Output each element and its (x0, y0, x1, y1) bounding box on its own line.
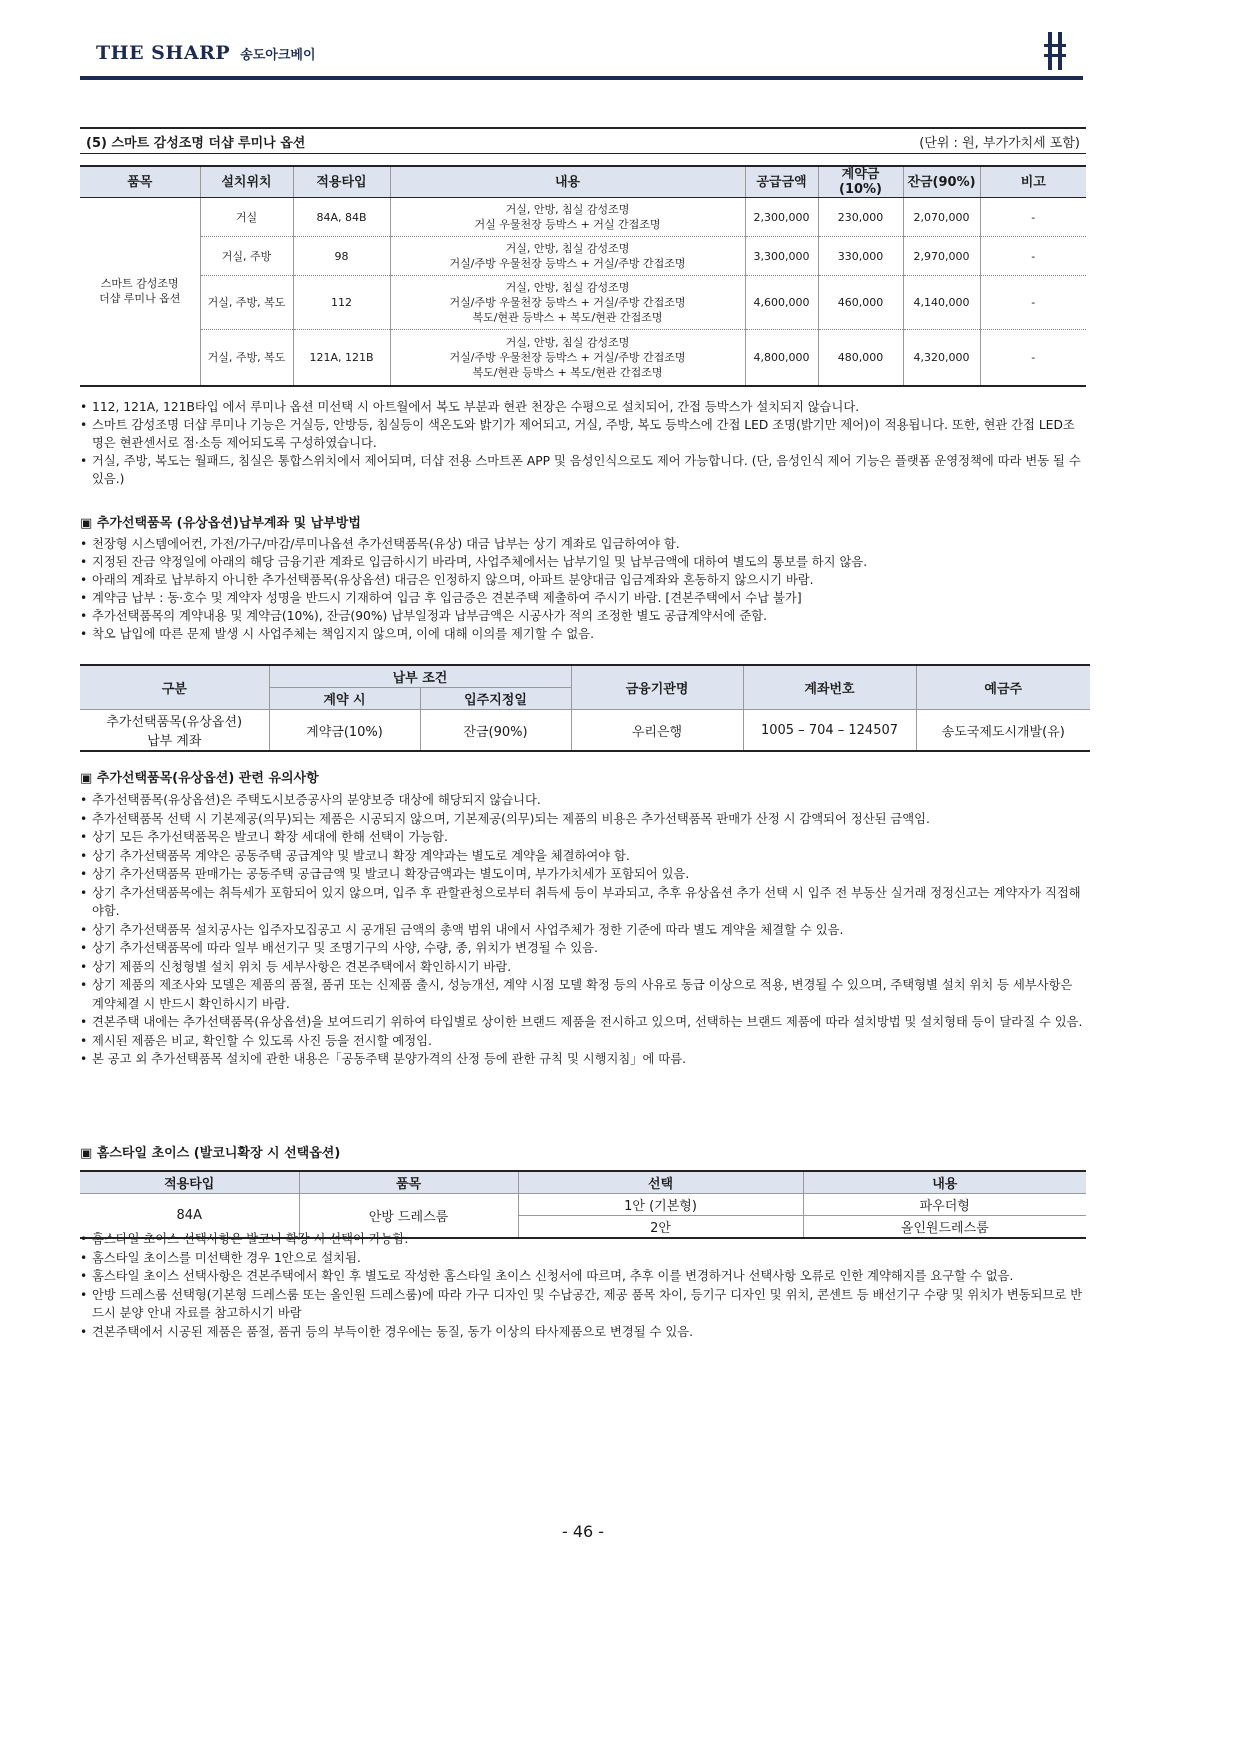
header-cell: 예금주 (916, 665, 1090, 710)
item-name-line: 스마트 감성조명 (100, 277, 179, 291)
content-line: 거실, 안방, 침실 감성조명 (505, 335, 630, 349)
list-item: • 상기 추가선택품목 설치공사는 입주자모집공고 시 공개된 금액의 총액 범위 내에서 사업주체가 정한 기준에 따라 별도 계약을 체결할 수 있음. (80, 921, 1086, 940)
deposit-cell: 230,000 (818, 198, 903, 237)
list-item: • 상기 제품의 제조사와 모델은 제품의 품절, 품귀 또는 신제품 출시, 성능개선, 계약 시점 모델 확정 등의 사유로 동급 이상으로 적용, 변경될 수 있으며, 주택형별 설치 위치 등 세부사항은 계약체결 시 반드시 확인하시기 바람. (80, 976, 1086, 1013)
list-item: • 거실, 주방, 복도는 월패드, 침실은 통합스위치에서 제어되며, 더샵 전용 스마트폰 APP 및 음성인식으로도 제어 가능합니다. (단, 음성인식 제어 기능은 플랫폼 운영정책에 따라 변동 될 수 있음.) (80, 452, 1086, 488)
type-cell: 84A, 84B (293, 198, 390, 237)
header-cell: 납부 조건 (269, 665, 571, 688)
move-in-cell: 잔금(90%) (420, 710, 571, 752)
content-line: 거실, 안방, 침실 감성조명 (505, 242, 630, 255)
list-item: • 상기 추가선택품목에 따라 일부 배선기구 및 조명기구의 사양, 수량, 종, 위치가 변경될 수 있음. (80, 939, 1086, 958)
item-cell: 안방 드레스룸 (299, 1194, 518, 1239)
list-item: • 착오 납입에 따른 문제 발생 시 사업주체는 책임지지 않으며, 이에 대해 이의를 제기할 수 없음. (80, 625, 1086, 643)
header-cell: 공급금액 (745, 166, 818, 198)
choice-cell: 1안 (기본형) (518, 1194, 803, 1216)
location-cell: 거실 (200, 198, 293, 237)
list-item: • 추가선택품목의 계약내용 및 계약금(10%), 잔금(90%) 납부일정과 납부금액은 시공사가 적의 조정한 별도 공급계약서에 준함. (80, 607, 1086, 625)
deposit-cell: 480,000 (818, 330, 903, 386)
header-cell: 선택 (518, 1171, 803, 1194)
homestyle-notes (80, 1230, 1086, 1341)
content-line: 거실/주방 우물천장 등박스 + 거실/주방 간접조명 (449, 296, 686, 309)
table-header-row (80, 665, 1090, 688)
header-cell: 품목 (80, 166, 200, 198)
list-item: • 홈스타일 초이스 선택사항은 발코니 확장 시 선택이 가능함. (80, 1230, 1086, 1249)
lumina-option-table (80, 165, 1086, 387)
homestyle-table (80, 1170, 1086, 1239)
list-item: • 안방 드레스룸 선택형(기본형 드레스룸 또는 올인원 드레스룸)에 따라 가구 디자인 및 수납공간, 제공 품목 차이, 등기구 디자인 및 위치, 콘센트 등 배선기구 수량 및 위치가 변동되므로 반드시 분양 안내 자료를 참고하시기 바람 (80, 1286, 1086, 1323)
type-cell: 98 (293, 237, 390, 276)
deposit-cell: 330,000 (818, 237, 903, 276)
supply-cell: 4,800,000 (745, 330, 818, 386)
note-cell: - (980, 276, 1086, 330)
content-cell: 파우더형 (803, 1194, 1086, 1216)
table-row (80, 198, 1086, 237)
content-line: 거실, 안방, 침실 감성조명 (505, 203, 630, 216)
table-row (80, 1194, 1086, 1216)
table-row (80, 710, 1090, 752)
header-cell: 계좌번호 (743, 665, 916, 710)
list-item: • 상기 추가선택품목에는 취득세가 포함되어 있지 않으며, 입주 후 관할관청으로부터 취득세 등이 부과되고, 추후 유상옵션 추가 선택 시 입주 전 부동산 실거래 정정신고는 계약자가 직접해야함. (80, 884, 1086, 921)
payment-account-table (80, 664, 1090, 752)
lumina-notes (80, 398, 1086, 488)
section5-unit: (단위 : 원, 부가가치세 포함) (919, 135, 1080, 151)
list-item: • 스마트 감성조명 더샵 루미나 기능은 거실등, 안방등, 침실등이 색온도와 밝기가 제어되고, 거실, 주방, 복도 등박스에 간접 LED 조명(밝기만 제어)이 적용됩니다. 또한, 현관 간접 LED조명은 현관센서로 점·소등 제어되도록 구성하였습니다. (80, 416, 1086, 452)
category-line: 추가선택품목(유상옵션) (106, 715, 243, 730)
balance-cell: 4,140,000 (903, 276, 980, 330)
content-cell (390, 198, 745, 237)
content-line: 거실/주방 우물천장 등박스 + 거실/주방 간접조명 (449, 350, 686, 364)
list-item: • 상기 추가선택품목 판매가는 공동주택 공급금액 및 발코니 확장금액과는 별도이며, 부가가치세가 포함되어 있음. (80, 865, 1086, 884)
table-row (80, 276, 1086, 330)
section5-title-bar (80, 127, 1086, 154)
list-item: • 추가선택품목(유상옵션)은 주택도시보증공사의 분양보증 대상에 해당되지 않습니다. (80, 791, 1086, 810)
header-cell: 입주지정일 (420, 688, 571, 710)
content-cell (390, 276, 745, 330)
header-cell: 내용 (390, 166, 745, 198)
location-cell: 거실, 주방, 복도 (200, 330, 293, 386)
content-line: 복도/현관 등박스 + 복도/현관 간접조명 (472, 365, 663, 379)
bank-cell: 우리은행 (571, 710, 743, 752)
header-cell: 품목 (299, 1171, 518, 1194)
type-cell: 84A (80, 1194, 299, 1239)
category-line: 납부 계좌 (147, 734, 202, 749)
supply-cell: 2,300,000 (745, 198, 818, 237)
note-cell: - (980, 330, 1086, 386)
balance-cell: 4,320,000 (903, 330, 980, 386)
balance-cell: 2,970,000 (903, 237, 980, 276)
content-cell (390, 237, 745, 276)
note-cell: - (980, 237, 1086, 276)
list-item: • 지정된 잔금 약정일에 아래의 해당 금융기관 계좌로 입금하시기 바라며, 사업주체에서는 납부기일 및 납부금액에 대하여 별도의 통보를 하지 않음. (80, 553, 1086, 571)
list-item: • 본 공고 외 추가선택품목 설치에 관한 내용은「공동주택 분양가격의 산정 등에 관한 규칙 및 시행지침」에 따름. (80, 1050, 1086, 1069)
header-cell: 잔금(90%) (903, 166, 980, 198)
section5-title: (5) 스마트 감성조명 더샵 루미나 옵션 (86, 135, 306, 151)
deposit-cell: 460,000 (818, 276, 903, 330)
header-cell: 금융기관명 (571, 665, 743, 710)
type-cell: 121A, 121B (293, 330, 390, 386)
location-cell: 거실, 주방 (200, 237, 293, 276)
content-line: 거실 우물천장 등박스 + 거실 간접조명 (474, 218, 661, 231)
balance-cell: 2,070,000 (903, 198, 980, 237)
payment-notes (80, 535, 1086, 643)
list-item: • 홈스타일 초이스를 미선택한 경우 1안으로 설치됨. (80, 1249, 1086, 1268)
list-item: • 견본주택 내에는 추가선택품목(유상옵션)을 보여드리기 위하여 타입별로 상이한 브랜드 제품을 전시하고 있으며, 선택하는 브랜드 제품에 따라 설치방법 및 설치형태 등이 달라질 수 있음. (80, 1013, 1086, 1032)
header-divider (80, 76, 1083, 80)
table-row (80, 237, 1086, 276)
content-cell (390, 330, 745, 386)
header-cell: 적용타입 (80, 1171, 299, 1194)
header-logo (96, 42, 316, 64)
holder-cell: 송도국제도시개발(유) (916, 710, 1090, 752)
type-cell: 112 (293, 276, 390, 330)
header-cell: 비고 (980, 166, 1086, 198)
supply-cell: 3,300,000 (745, 237, 818, 276)
homestyle-heading: ▣ 홈스타일 초이스 (발코니확장 시 선택옵션) (80, 1146, 341, 1161)
list-item: • 계약금 납부 : 동·호수 및 계약자 성명을 반드시 기재하여 입금 후 입금증은 견본주택 제출하여 주시기 바람. [견본주택에서 수납 불가] (80, 589, 1086, 607)
list-item: • 상기 모든 추가선택품목은 발코니 확장 세대에 한해 선택이 가능함. (80, 828, 1086, 847)
header-cell: 적용타입 (293, 166, 390, 198)
page-number: - 46 - (561, 1522, 605, 1541)
brand-name: THE SHARP (96, 42, 231, 64)
content-line: 거실/주방 우물천장 등박스 + 거실/주방 간접조명 (449, 257, 686, 270)
list-item: • 추가선택품목 선택 시 기본제공(의무)되는 제품은 시공되지 않으며, 기본제공(의무)되는 제품의 비용은 추가선택품목 판매가 산정 시 감액되어 정산된 금액임. (80, 810, 1086, 829)
table-header-row (80, 1171, 1086, 1194)
cautions-heading: ▣ 추가선택품목(유상옵션) 관련 유의사항 (80, 771, 319, 786)
table-header-row (80, 166, 1086, 198)
list-item: • 112, 121A, 121B타입 에서 루미나 옵션 미선택 시 아트월에서 복도 부분과 현관 천장은 수평으로 설치되어, 간접 등박스가 설치되지 않습니다. (80, 398, 1086, 416)
list-item: • 홈스타일 초이스 선택사항은 견본주택에서 확인 후 별도로 작성한 홈스타일 초이스 신청서에 따르며, 추후 이를 변경하거나 선택사항 오류로 인한 계약해지를 요구할 수 없음. (80, 1267, 1086, 1286)
contract-cell: 계약금(10%) (269, 710, 420, 752)
list-item: • 상기 제품의 신청형별 설치 위치 등 세부사항은 견본주택에서 확인하시기 바람. (80, 958, 1086, 977)
header-cell: 계약금(10%) (818, 166, 903, 198)
content-line: 복도/현관 등박스 + 복도/현관 간접조명 (472, 311, 663, 324)
content-cell: 올인원드레스룸 (803, 1216, 1086, 1239)
header-cell: 설치위치 (200, 166, 293, 198)
content-line: 거실, 안방, 침실 감성조명 (505, 281, 630, 294)
item-name-line: 더샵 루미나 옵션 (99, 292, 181, 306)
cautions-list (80, 791, 1086, 1069)
list-item: • 아래의 계좌로 납부하지 아니한 추가선택품목(유상옵션) 대금은 인정하지 않으며, 아파트 분양대금 입금계좌와 혼동하지 않으시기 바람. (80, 571, 1086, 589)
list-item: • 견본주택에서 시공된 제품은 품절, 품귀 등의 부득이한 경우에는 동질, 동가 이상의 타사제품으로 변경될 수 있음. (80, 1323, 1086, 1342)
header-cell: 내용 (803, 1171, 1086, 1194)
category-cell (80, 710, 269, 752)
header-cell: 계약 시 (269, 688, 420, 710)
double-hash-logo-icon (1034, 26, 1076, 76)
list-item: • 상기 추가선택품목 계약은 공동주택 공급계약 및 발코니 확장 계약과는 별도로 계약을 체결하여야 함. (80, 847, 1086, 866)
item-name-cell (80, 198, 200, 386)
table-row (80, 330, 1086, 386)
brand-subname: 송도아크베이 (240, 48, 316, 63)
list-item: • 천장형 시스템에어컨, 가전/가구/마감/루미나옵션 추가선택품목(유상) 대금 납부는 상기 계좌로 입금하여야 함. (80, 535, 1086, 553)
supply-cell: 4,600,000 (745, 276, 818, 330)
payment-heading: ▣ 추가선택품목 (유상옵션)납부계좌 및 납부방법 (80, 516, 361, 531)
note-cell: - (980, 198, 1086, 237)
choice-cell: 2안 (518, 1216, 803, 1239)
list-item: • 제시된 제품은 비교, 확인할 수 있도록 사진 등을 전시할 예정임. (80, 1032, 1086, 1051)
location-cell: 거실, 주방, 복도 (200, 276, 293, 330)
header-cell: 구분 (80, 665, 269, 710)
account-cell: 1005 – 704 – 124507 (743, 710, 916, 752)
